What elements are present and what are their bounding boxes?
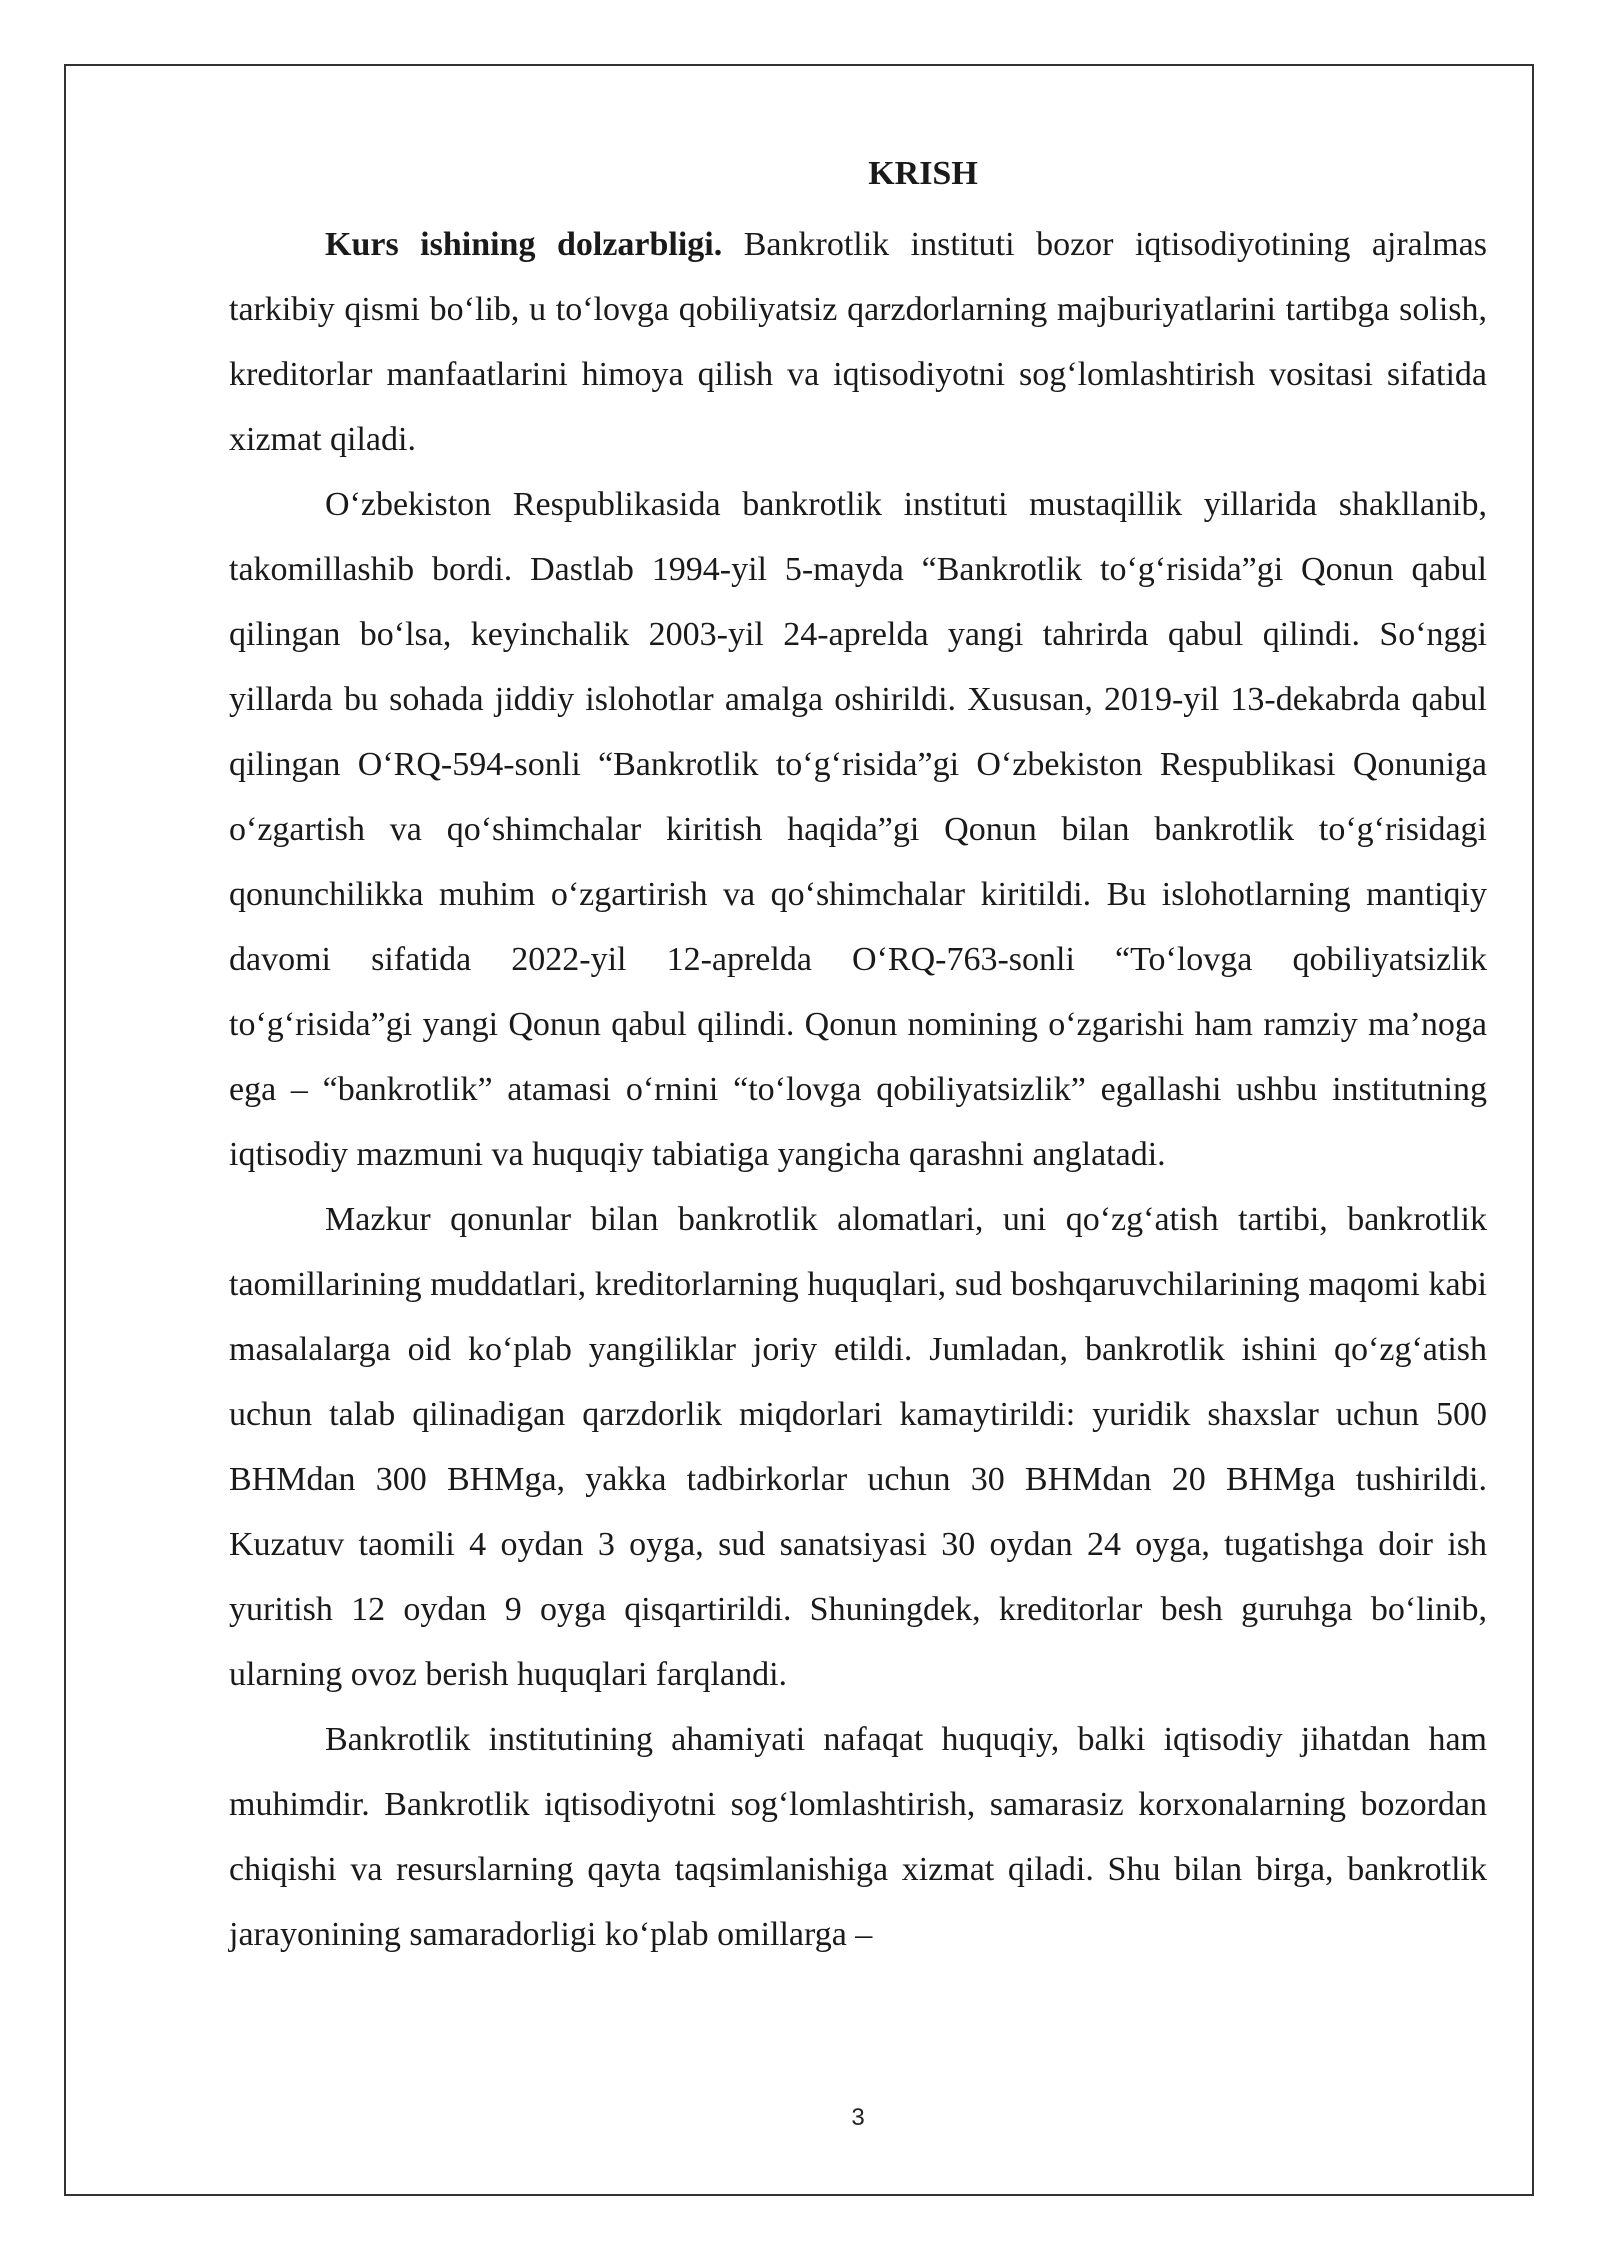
document-title: KRISH bbox=[868, 155, 978, 192]
paragraph-text: O‘zbekiston Respublikasida bankrotlik instituti mustaqillik yillarida shakllanib, takomillashib bordi. Dastlab 1994-yil 5-mayda “Bankrotlik to‘g‘risida”gi Qonun qabul qilingan bo‘lsa, keyinchalik 2003-yil 24-aprelda yangi tahrirda qabul qilindi. So‘nggi yillarda bu sohada jiddiy islohotlar amalga oshirildi. Xususan, 2019-yil 13-dekabrda qabul qilingan O‘RQ-594-sonli “Bankrotlik to‘g‘risida”gi O‘zbekiston Respublikasi Qonuniga o‘zgartish va qo‘shimchalar kiritish haqida”gi Qonun bilan bankrotlik to‘g‘risidagi qonunchilikka muhim o‘zgartirish va qo‘shimchalar kiritildi. Bu islohotlarning mantiqiy davomi sifatida 2022-yil 12-aprelda O‘RQ-763-sonli “To‘lovga qobiliyatsizlik to‘g‘risida”gi yangi Qonun qabul qilindi. Qonun nomining o‘zgarishi ham ramziy ma’noga ega – “bankrotlik” atamasi o‘rnini “to‘lovga qobiliyatsizlik” egallashi ushbu institutning iqtisodiy mazmuni va huquqiy tabiatiga yangicha qarashni anglatadi. bbox=[229, 486, 1487, 1173]
document-body bbox=[229, 148, 1487, 1967]
paragraph-reforms bbox=[229, 1187, 1487, 1707]
page-number: 3 bbox=[851, 2104, 865, 2131]
paragraph-history bbox=[229, 472, 1487, 1187]
paragraph-relevance bbox=[229, 212, 1487, 472]
paragraph-text: Bankrotlik instituti bozor iqtisodiyotining ajralmas tarkibiy qismi bo‘lib, u to‘lovga qobiliyatsiz qarzdorlarning majburiyatlarini tartibga solish, kreditorlar manfaatlarini himoya qilish va iqtisodiyotni sog‘lomlashtirish vositasi sifatida xizmat qiladi. bbox=[229, 226, 1487, 458]
paragraph-text: Bankrotlik institutining ahamiyati nafaqat huquqiy, balki iqtisodiy jihatdan ham muhimdir. Bankrotlik iqtisodiyotni sog‘lomlashtirish, samarasiz korxonalarning bozordan chiqishi va resurslarning qayta taqsimlanishiga xizmat qiladi. Shu bilan birga, bankrotlik jarayonining samaradorligi ko‘plab omillarga – bbox=[229, 1721, 1487, 1953]
paragraph-lead-heading: Kurs ishining dolzarbligi. bbox=[325, 226, 723, 263]
paragraph-text: Mazkur qonunlar bilan bankrotlik alomatlari, uni qo‘zg‘atish tartibi, bankrotlik taomillarining muddatlari, kreditorlarning huquqlari, sud boshqaruvchilarining maqomi kabi masalalarga oid ko‘plab yangiliklar joriy etildi. Jumladan, bankrotlik ishini qo‘zg‘atish uchun talab qilinadigan qarzdorlik miqdorlari kamaytirildi: yuridik shaxslar uchun 500 BHMdan 300 BHMga, yakka tadbirkorlar uchun 30 BHMdan 20 BHMga tushirildi. Kuzatuv taomili 4 oydan 3 oyga, sud sanatsiyasi 30 oydan 24 oyga, tugatishga doir ish yuritish 12 oydan 9 oyga qisqartirildi. Shuningdek, kreditorlar besh guruhga bo‘linib, ularning ovoz berish huquqlari farqlandi. bbox=[229, 1201, 1487, 1693]
paragraph-significance bbox=[229, 1707, 1487, 1967]
